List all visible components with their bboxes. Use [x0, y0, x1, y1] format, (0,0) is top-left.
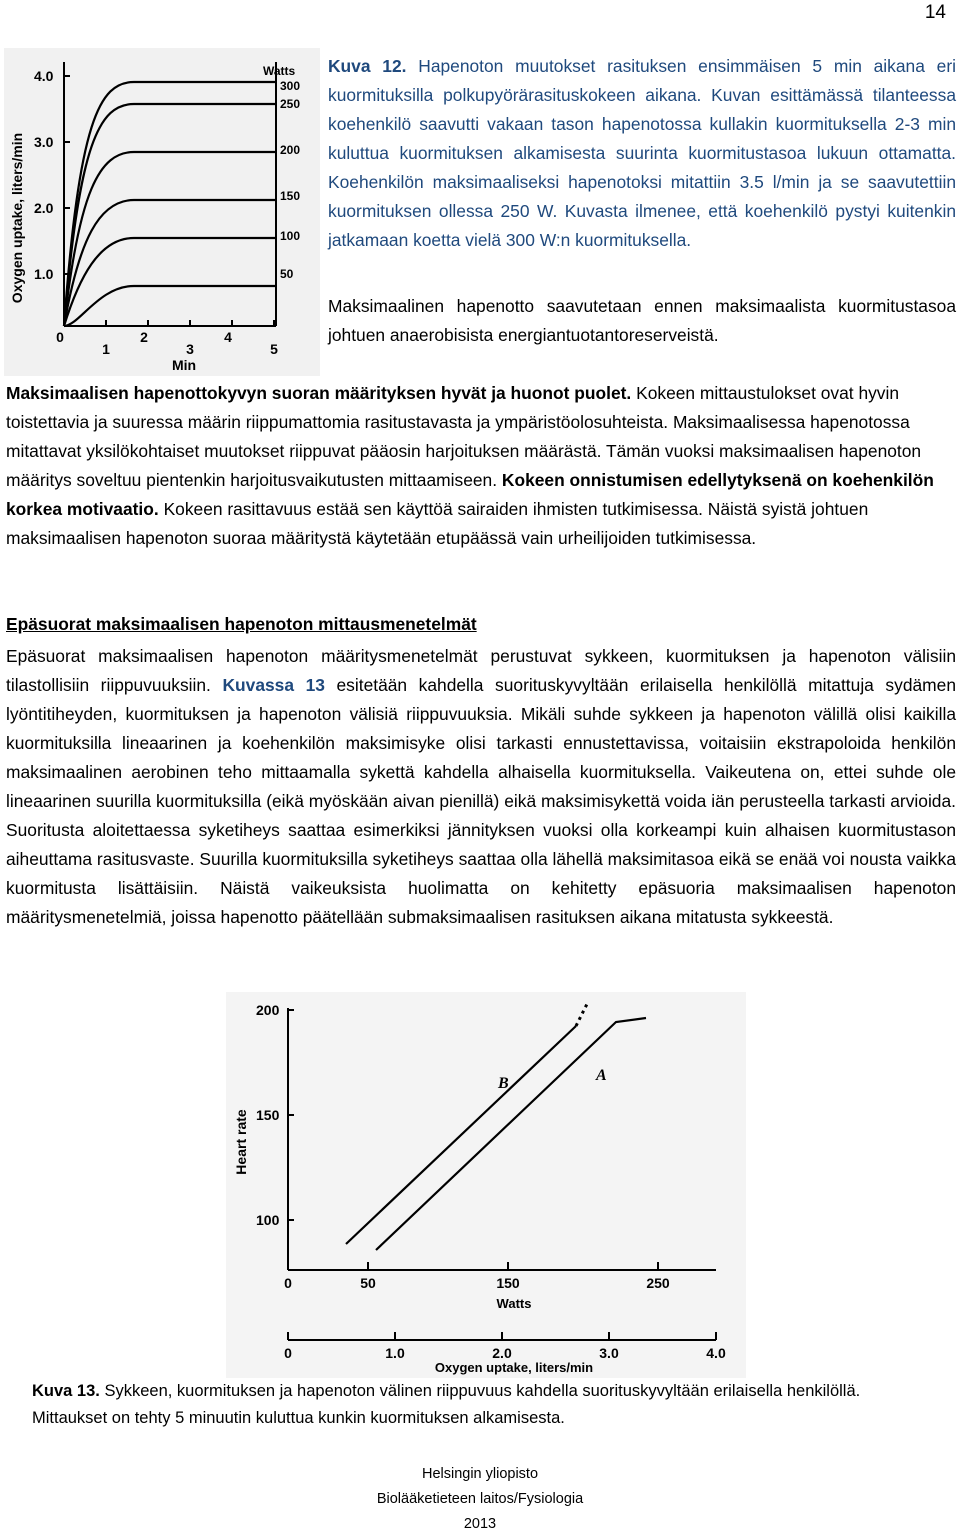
- para3-text1: Epäsuorat maksimaalisen hapenoton määritysmenetelmät perustuvat sykkeen, kuormituksen ja hapenoton välisiin tilastollisiin riippuvuuksiin.: [6, 646, 956, 695]
- fig12-xtick-label: 2: [140, 329, 148, 345]
- fig12-xlabel: Min: [172, 357, 197, 373]
- fig13-o2-tick-label: 2.0: [492, 1345, 512, 1361]
- fig13-xlabel-watts: Watts: [496, 1296, 532, 1311]
- fig13-watts-tick-label: 50: [360, 1275, 376, 1291]
- fig12-ytick-label: 4.0: [34, 68, 54, 84]
- para2-text2: Kokeen mittaustulokset ovat hyvin toistettavia ja suuressa määrin riippumattomia rasitustavasta ja ympäristöolosuhteista. Maksimaalisessa hapenotossa mitattavat yksilökohtaiset muutokset riippuvat pääosin harjoituksen määrästä. Tämän vuoksi maksimaalisen hapenoton määritys soveltuu pientenkin harjoitusvaikutusten mittaamiseen.: [6, 383, 922, 490]
- fig13-watts-tick-label: 250: [646, 1275, 670, 1291]
- para2-text: Maksimaalinen hapenotto saavutetaan ennen maksimaalista kuormitustasoa johtuen anaerobisista energiantuotantoreserveistä.: [328, 296, 956, 345]
- fig13-o2-tick-label: 1.0: [385, 1345, 405, 1361]
- paragraph-indirect-methods: [6, 642, 956, 932]
- figure-12-caption: [328, 52, 956, 255]
- fig12-caption-text: Hapenoton muutokset rasituksen ensimmäisen 5 min aikana eri kuormituksilla polkupyörärasituskokeen aikana. Kuvan esittämässä tilanteessa koehenkilö saavutti vakaan tason hapenotossa kullakin kuormituksella 2-3 min kuluttua kuormituksen alkamisesta suurinta kuormitustasoa lukuun ottamatta. Koehenkilön maksimaaliseksi hapenotoksi mitattiin 3.5 l/min ja se saavutettiin kuormituksen ollessa 250 W. Kuvasta ilmenee, että koehenkilö pystyi kuitenkin jatkamaan koetta vielä 300 W:n kuormituksella.: [328, 56, 956, 250]
- fig13-watts-tick-label: 150: [496, 1275, 520, 1291]
- fig12-watts-label-item: 100: [280, 229, 301, 243]
- series-A-label: A: [596, 1067, 607, 1084]
- fig12-watts-label: Watts: [263, 64, 296, 78]
- fig12-xtick-label: 4: [224, 329, 232, 345]
- figure-12-oxygen-chart: [4, 48, 320, 376]
- para2-bold1: Maksimaalisen hapenottokyvyn suoran määrityksen hyvät ja huonot puolet.: [6, 383, 632, 403]
- section-title: Epäsuorat maksimaalisen hapenoton mittausmenetelmät: [6, 614, 477, 634]
- footer: [0, 1462, 960, 1537]
- fig13-caption-text: Sykkeen, kuormituksen ja hapenoton välinen riippuvuus kahdella suorituskyvyltään erilaisella henkilöllä. Mittaukset on tehty 5 minuutin kuluttua kunkin kuormituksen alkamisesta.: [32, 1382, 861, 1427]
- fig13-o2-tick-label: 4.0: [706, 1345, 726, 1361]
- fig13-xlabel-o2: Oxygen uptake, liters/min: [434, 1360, 594, 1375]
- fig12-xtick-label: 3: [186, 341, 194, 357]
- figure-13-heart-rate-chart: [226, 992, 746, 1378]
- series-B-label: B: [498, 1075, 509, 1092]
- fig13-ylabel: Heart rate: [233, 1109, 249, 1175]
- paragraph-max-uptake: [328, 292, 956, 350]
- fig13-ytick-label: 150: [256, 1107, 280, 1123]
- fig12-ylabel: Oxygen uptake, liters/min: [9, 132, 25, 304]
- fig12-xtick-label: 1: [102, 341, 110, 357]
- fig12-watts-label-item: 50: [280, 267, 294, 281]
- fig12-ytick-label: 2.0: [34, 200, 54, 216]
- fig13-caption-label: Kuva 13.: [32, 1382, 100, 1400]
- fig12-caption-label: Kuva 12.: [328, 56, 407, 76]
- para3-bold: Kuvassa 13: [222, 675, 325, 695]
- paragraph-pros-cons: [6, 350, 956, 553]
- fig13-o2-tick-label: 3.0: [599, 1345, 619, 1361]
- fig13-watts-tick-label: 0: [284, 1275, 292, 1291]
- fig12-xtick-label: 0: [56, 329, 64, 345]
- fig12-watts-label-item: 300: [280, 79, 301, 93]
- footer-line2: Biolääketieteen laitos/Fysiologia: [376, 1491, 584, 1507]
- fig12-ytick-label: 1.0: [34, 266, 54, 282]
- para2-text3: Kokeen rasittavuus estää sen käyttöä sairaiden ihmisten tutkimisessa. Näistä syistä johtuen maksimaalisen hapenoton suoraa määritystä käytetään etupäässä vain urheilijoiden tutkimisessa.: [6, 499, 869, 548]
- para3-text2: esitetään kahdella suorituskyvyltään erilaisella henkilöllä mitattuja sydämen lyöntitiheyden, kuormituksen ja hapenoton välisiä riippuvuuksia. Mikäli suhde sykkeen ja hapenoton välillä olisi kaikilla kuormituksilla lineaarinen ja koehenkilön maksimisyke olisi tarkasti ennustettavissa, voitaisiin ekstrapoloida henkilön maksimaalinen aerobinen teho mittaamalla sykettä kahdella alhaisella kuormituksella. Vaikeutena on, ettei suhde ole lineaarinen suurilla kuormituksilla (eikä myöskään aivan pienillä) eikä maksimisykettä voida iän perusteella tarkasti arvioida. Suoritusta aloitettaessa syketiheys saattaa esimerkiksi jännityksen vuoksi olla korkeampi kuin alhaisen kuormitustason aiheuttama rasitusvaste. Suurilla kuormituksilla syketiheys saattaa olla lähellä maksimitasoa eikä se enää voi nousta vaikka kuormitusta lisättäisiin. Näistä vaikeuksista huolimatta on kehitetty epäsuoria maksimaalisen hapenoton määritysmenetelmiä, joissa hapenotto päätellään submaksimaalisen rasituksen aikana mitatusta sykkeestä.: [6, 675, 956, 927]
- footer-line3: 2013: [463, 1516, 497, 1532]
- fig12-xtick-label: 5: [270, 341, 278, 357]
- footer-line1: Helsingin yliopisto: [421, 1466, 539, 1482]
- page-number: 14: [924, 2, 946, 23]
- fig12-ytick-label: 3.0: [34, 134, 54, 150]
- fig13-ytick-label: 200: [256, 1002, 280, 1018]
- fig12-watts-label-item: 200: [280, 143, 301, 157]
- fig13-ytick-label: 100: [256, 1212, 280, 1228]
- para2-bold2: Kokeen onnistumisen edellytyksenä on koehenkilön korkea motivaatio.: [6, 470, 934, 519]
- figure-13-caption: [32, 1378, 932, 1432]
- fig13-o2-tick-label: 0: [284, 1345, 292, 1361]
- fig12-watts-label-item: 150: [280, 189, 301, 203]
- fig12-watts-label-item: 250: [280, 97, 301, 111]
